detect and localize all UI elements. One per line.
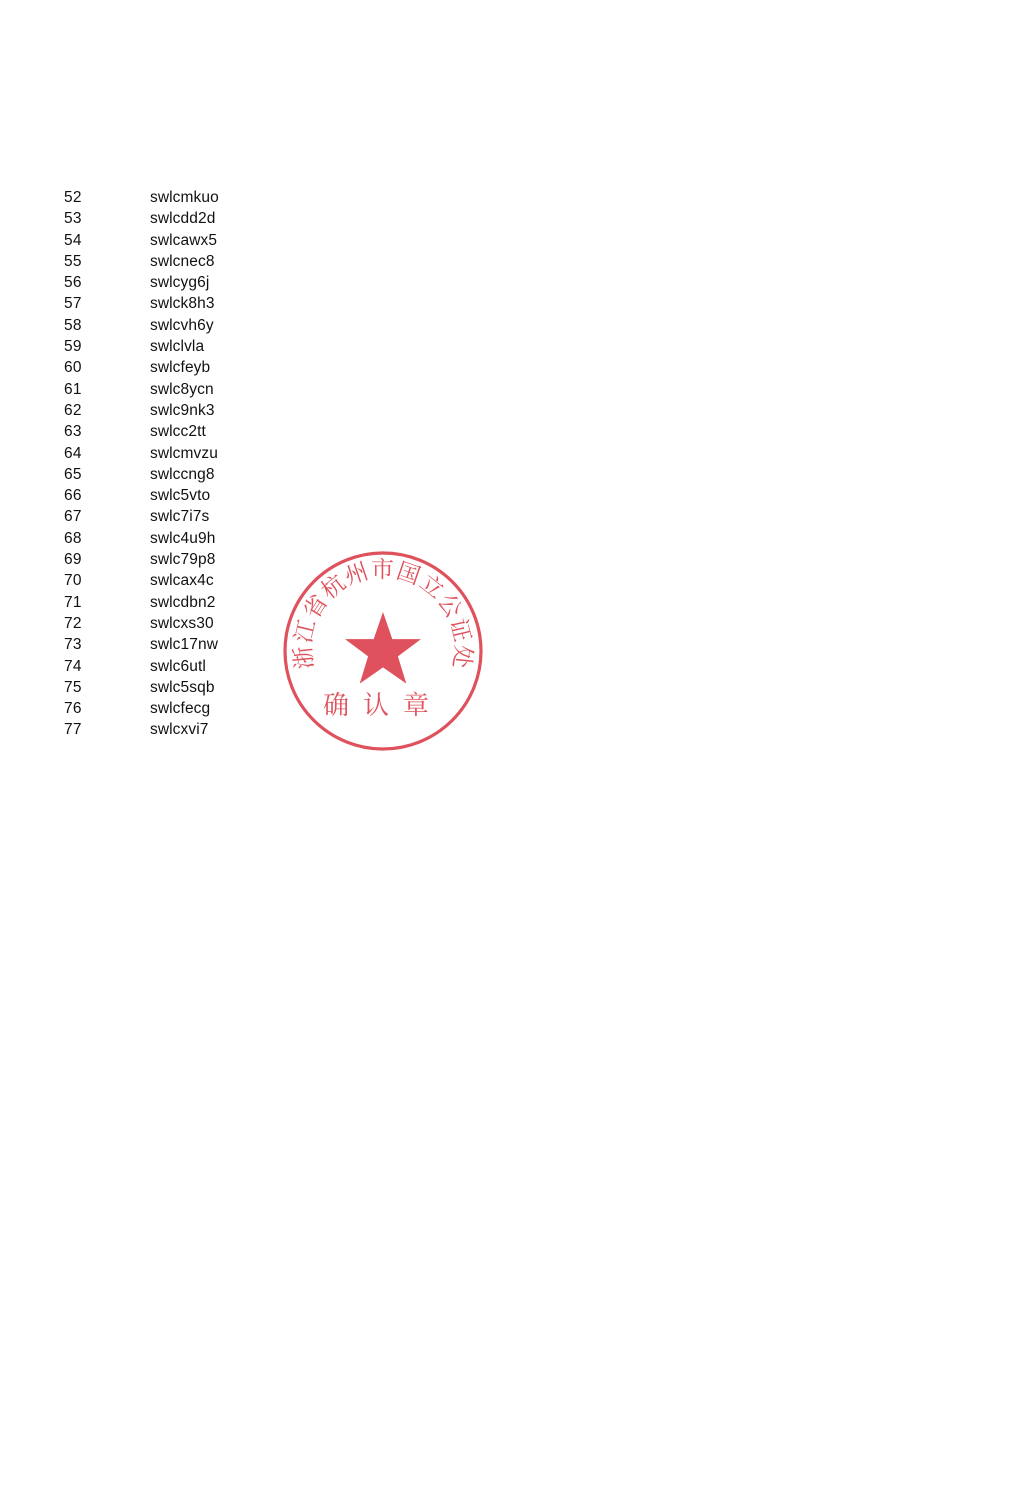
row-number: 56 [64,274,82,292]
row-number: 55 [64,252,82,270]
row-code: swlc17nw [150,636,218,654]
list-item [64,230,284,251]
list-item [64,570,284,591]
list-item [64,677,284,698]
row-code: swlcfecg [150,700,211,718]
list-item [64,719,284,740]
list-item [64,336,284,357]
row-number: 66 [64,487,82,505]
row-code: swlccng8 [150,465,215,483]
row-number: 54 [64,231,82,249]
row-code: swlc5vto [150,487,211,505]
row-number: 71 [64,593,82,611]
row-number: 59 [64,338,82,356]
code-list [64,187,284,741]
list-item [64,549,284,570]
list-item [64,698,284,719]
row-number: 74 [64,657,82,675]
row-number: 72 [64,614,82,632]
row-number: 70 [64,572,82,590]
list-item [64,315,284,336]
row-code: swlcxvi7 [150,721,209,739]
seal-graphic [280,548,486,754]
row-code: swlcyg6j [150,274,210,292]
row-code: swlcc2tt [150,423,206,441]
row-number: 62 [64,401,82,419]
row-code: swlc5sqb [150,678,215,696]
row-number: 64 [64,444,82,462]
row-code: swlc79p8 [150,551,216,569]
list-item [64,208,284,229]
row-code: swlcawx5 [150,231,218,249]
notary-seal [280,548,486,754]
row-code: swlc7i7s [150,508,210,526]
row-code: swlcmvzu [150,444,218,462]
row-number: 67 [64,508,82,526]
row-code: swlcvh6y [150,316,214,334]
seal-arc-textpath: 浙江省杭州市国立公证处 [290,557,476,671]
row-number: 65 [64,465,82,483]
star-icon [345,612,421,684]
list-item [64,464,284,485]
row-code: swlc9nk3 [150,401,215,419]
row-code: swlck8h3 [150,295,215,313]
row-code: swlc4u9h [150,529,216,547]
list-item [64,613,284,634]
list-item [64,528,284,549]
list-item [64,293,284,314]
list-item [64,379,284,400]
row-code: swlclvla [150,338,205,356]
row-number: 63 [64,423,82,441]
list-item [64,634,284,655]
row-number: 53 [64,210,82,228]
row-code: swlcxs30 [150,614,214,632]
row-code: swlcnec8 [150,252,215,270]
list-item [64,400,284,421]
row-code: swlc6utl [150,657,206,675]
row-number: 58 [64,316,82,334]
list-item [64,592,284,613]
row-code: swlcdbn2 [150,593,216,611]
list-item [64,187,284,208]
row-number: 68 [64,529,82,547]
list-item [64,443,284,464]
row-number: 52 [64,189,82,206]
list-item [64,421,284,442]
row-code: swlcdd2d [150,210,216,228]
list-item [64,272,284,293]
list-item [64,656,284,677]
row-code: swlcmkuo [150,189,219,206]
row-number: 75 [64,678,82,696]
row-code: swlcax4c [150,572,214,590]
row-number: 69 [64,551,82,569]
row-code: swlcfeyb [150,359,211,377]
row-number: 60 [64,359,82,377]
row-number: 61 [64,380,82,398]
row-number: 73 [64,636,82,654]
row-code: swlc8ycn [150,380,214,398]
list-item [64,357,284,378]
list-item [64,506,284,527]
list-item [64,485,284,506]
seal-bottom-text: 确认章 [322,691,444,721]
list-item [64,251,284,272]
row-number: 77 [64,721,82,739]
row-number: 76 [64,700,82,718]
row-number: 57 [64,295,82,313]
